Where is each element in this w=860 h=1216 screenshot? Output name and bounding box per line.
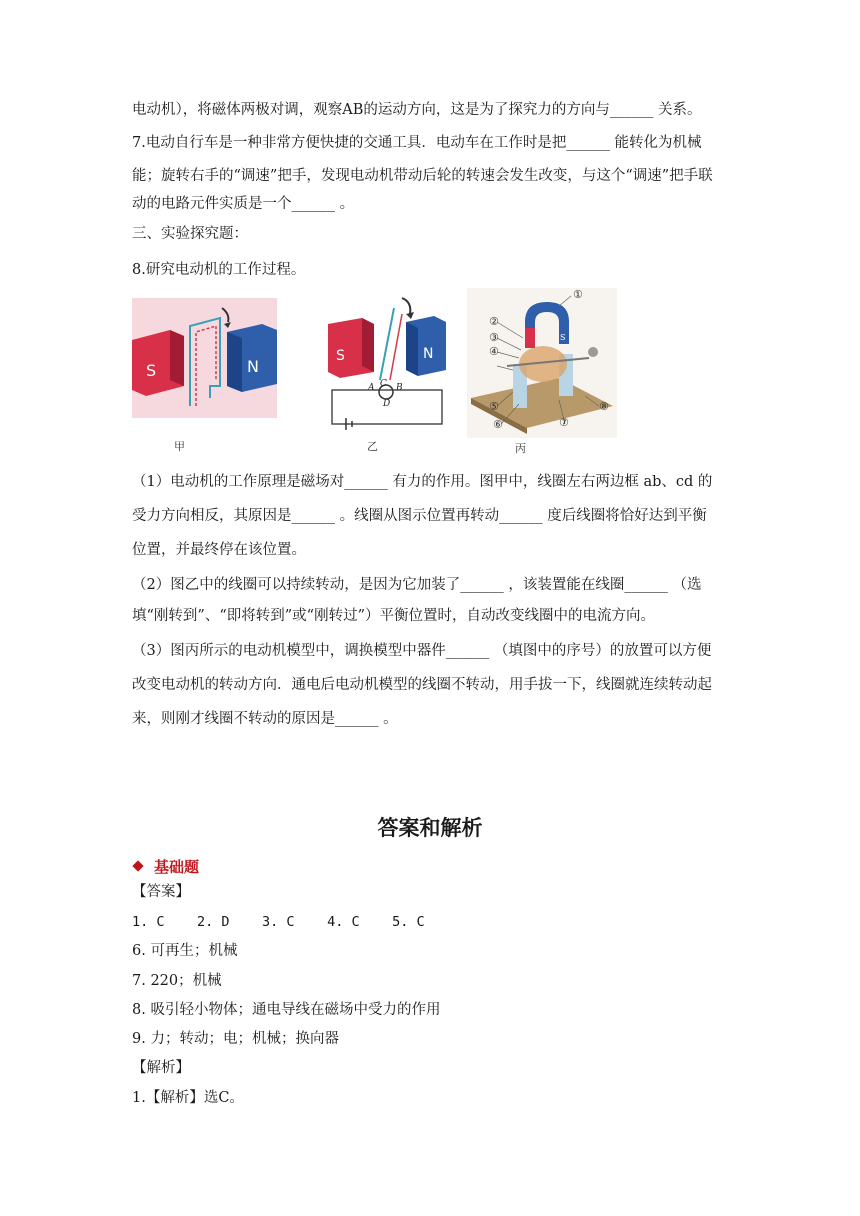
part-number-7: ⑦ [559,416,569,429]
motor-model-diagram-bing [467,288,617,438]
text-line: 受力方向相反，其原因是______ 。线圈从图示位置再转动______ 度后线圈将恰好达到平衡 [132,508,707,524]
figure-label-jia: 甲 [174,440,185,453]
answer-line-7: 7. 220；机械 [132,973,222,989]
text-line: 电动机），将磁体两极对调，观察AB的运动方向，这是为了探究力的方向与______ 关系。 [132,102,702,118]
text-line: 动的电路元件实质是一个______ 。 [132,196,355,212]
motor-coil-diagram-jia [132,288,277,438]
answer-line-1-5: 1. C 2. D 3. C 4. C 5. C [132,914,425,930]
part-number-2: ② [489,315,499,328]
part-number-4: ④ [489,345,499,358]
magnet-s-label: S [146,361,157,380]
analysis-line-1: 1.【解析】选C。 [132,1090,244,1106]
diamond-bullet-icon [132,860,143,871]
part-number-3: ③ [489,331,499,344]
part-number-6: ⑥ [493,418,503,431]
magnet-n-label: N [423,346,434,362]
part-number-8: ⑧ [599,400,609,413]
answers-heading: 答案和解析 [377,816,483,840]
answer-line-8: 8. 吸引轻小物体；通电导线在磁场中受力的作用 [132,1002,441,1018]
answer-tag: 【答案】 [132,884,190,900]
part-number-5: ⑤ [489,400,499,413]
answer-line-6: 6. 可再生；机械 [132,943,238,959]
magnet-n-label: N [247,357,259,376]
sub-question-2: （2）图乙中的线圈可以持续转动，是因为它加装了______ ，该装置能在线圈______ （选 [132,577,702,593]
section-basic [134,856,199,877]
text-line: 能；旋转右手的“调速”把手，发现电动机带动后轮的转速会发生改变，与这个“调速”把手联 [132,168,713,184]
figure-jia [132,288,277,458]
section-basic-label: 基础题 [154,858,200,876]
text-line: 改变电动机的转动方向．通电后电动机模型的线圈不转动，用手拔一下，线圈就连续转动起 [132,677,712,693]
sub-question-1: （1）电动机的工作原理是磁场对______ 有力的作用。图甲中，线圈左右两边框 ab、cd 的 [132,474,713,490]
point-b-label: B [396,383,403,393]
analysis-tag: 【解析】 [132,1060,190,1076]
figure-row [132,288,732,463]
sub-question-3: （3）图丙所示的电动机模型中，调换模型中器件______ （填图中的序号）的放置可以方便 [132,643,712,659]
text-line: 来，则刚才线圈不转动的原因是______ 。 [132,711,398,727]
point-c-label: C [380,379,387,389]
point-a-label: A [368,383,375,393]
figure-yi [322,288,452,463]
magnet-s-label: S [560,333,566,342]
figure-label-yi: 乙 [367,440,378,453]
text-line: 位置，并最终停在该位置。 [132,542,306,558]
figure-label-bing: 丙 [515,442,526,455]
text-line: 填“刚转到”、“即将转到”或“刚转过”）平衡位置时，自动改变线圈中的电流方向。 [132,608,655,624]
section-title: 三、实验探究题： [132,226,248,242]
motor-commutator-diagram-yi [322,288,452,438]
point-d-label: D [383,399,391,409]
figure-bing [467,288,617,463]
question-8: 8.研究电动机的工作过程。 [132,262,306,278]
answer-line-9: 9. 力；转动；电；机械；换向器 [132,1031,339,1047]
part-number-1: ① [573,288,583,301]
question-7: 7.电动自行车是一种非常方便快捷的交通工具．电动车在工作时是把______ 能转化为机械 [132,135,702,151]
magnet-s-label: S [336,348,345,364]
